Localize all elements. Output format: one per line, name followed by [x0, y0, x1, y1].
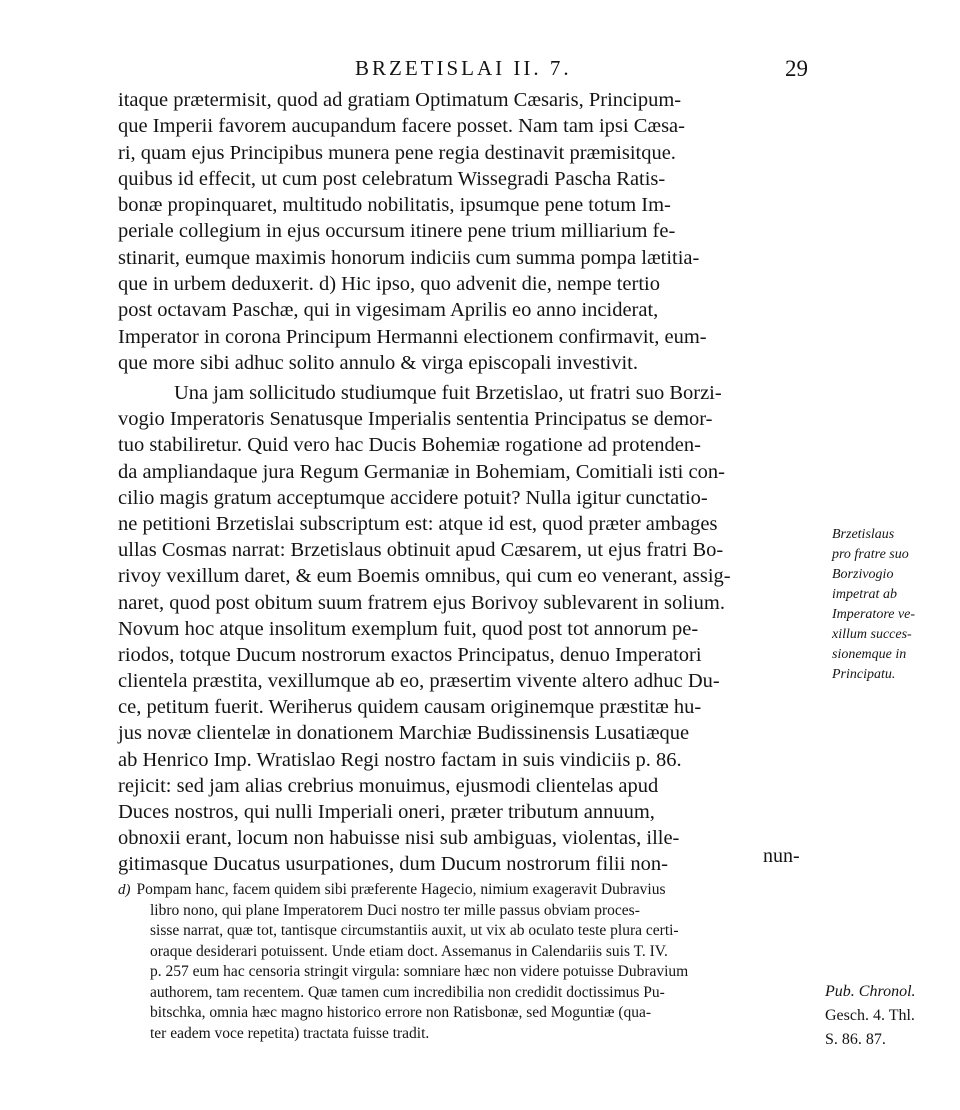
catchword: nun-	[763, 845, 800, 867]
text-line: Una jam sollicitudo studiumque fuit Brzetislao, ut fratri suo Borzi-	[174, 382, 722, 404]
footnote-line: oraque desiderari potuissent. Unde etiam doct. Assemanus in Calendariis suis T. IV.	[150, 942, 668, 960]
footnote-line: libro nono, qui plane Imperatorem Duci nostro ter mille passus obviam proces-	[150, 901, 640, 919]
footnote-line: sisse narrat, quæ tot, tantisque circumstantiis auxit, ut vix ab oculato teste plura certi-	[150, 922, 679, 939]
paragraph-2	[118, 380, 818, 878]
text-line: naret, quod post obitum suum fratrem ejus Borivoy sublevarent in solium.	[118, 591, 725, 614]
paragraph-1	[118, 87, 818, 376]
margin-source-line: S. 86. 87.	[825, 1031, 886, 1048]
text-line: que Imperii favorem aucupandum facere posset. Nam tam ipsi Cæsa-	[118, 115, 685, 138]
footnote-d	[118, 880, 818, 1044]
text-line: quibus id effecit, ut cum post celebratum Wissegradi Pascha Ratis-	[118, 167, 666, 190]
text-line: gitimasque Ducatus usurpationes, dum Ducum nostrorum filii non-	[118, 853, 669, 876]
footnote-line: ter eadem voce repetita) tractata fuisse tradit.	[150, 1024, 430, 1042]
margin-note-line: pro fratre suo	[832, 547, 909, 562]
margin-source-reference	[825, 980, 955, 1052]
text-line: vogio Imperatoris Senatusque Imperialis sententia Principatus se demor-	[118, 408, 713, 431]
page-number: 29	[785, 56, 808, 81]
margin-note-line: xillum succes-	[832, 627, 912, 642]
text-line: periale collegium in ejus occursum itinere pene trium milliarium fe-	[118, 220, 676, 243]
text-line: jus novæ clientelæ in donationem Marchiæ Budissinensis Lusatiæque	[118, 722, 690, 745]
margin-note-line: Principatu.	[832, 667, 896, 682]
margin-note-line: sionemque in	[832, 647, 907, 662]
text-line: ne petitioni Brzetislai subscriptum est: atque id est, quod præter ambages	[118, 512, 718, 535]
text-line: bonæ propinquaret, multitudo nobilitatis, ipsumque pene totum Im-	[118, 194, 671, 217]
text-line: ab Henrico Imp. Wratislao Regi nostro factam in suis vindiciis p. 86.	[118, 748, 682, 771]
running-title: BRZETISLAI II. 7.	[355, 56, 572, 80]
text-line: Novum hoc atque insolitum exemplum fuit, quod post tot annorum pe-	[118, 617, 699, 640]
footnote-line	[118, 880, 818, 901]
text-line: rejicit: sed jam alias crebrius monuimus, ejusmodi clientelas apud	[118, 774, 659, 797]
margin-note-line: Borzivogio	[832, 567, 894, 582]
text-line: post octavam Paschæ, qui in vigesimam Aprilis eo anno inciderat,	[118, 299, 659, 322]
footnote-mark: d)	[118, 882, 131, 898]
text-line: riodos, totque Ducum nostrorum exactos Principatus, denuo Imperatori	[118, 643, 702, 666]
text-line: rivoy vexillum daret, & eum Boemis omnibus, qui cum eo venerant, assig-	[118, 565, 731, 588]
text-line: cilio magis gratum acceptumque accidere potuit? Nulla igitur cunctatio-	[118, 486, 708, 509]
text-line: que in urbem deduxerit. d) Hic ipso, quo advenit die, nempe tertio	[118, 273, 660, 296]
text-line: ce, petitum fuerit. Weriherus quidem causam originemque præstitæ hu-	[118, 696, 702, 719]
margin-source-line: Gesch. 4. Thl.	[825, 1007, 915, 1024]
text-line: que more sibi adhuc solito annulo & virga episcopali investivit.	[118, 351, 639, 374]
text-line: Duces nostros, qui nulli Imperiali oneri, præter tributum annuum,	[118, 801, 655, 823]
margin-note-line: impetrat ab	[832, 587, 897, 602]
margin-source-line: Pub. Chronol.	[825, 983, 916, 1000]
footnote-text: Pompam hanc, facem quidem sibi præferente Hagecio, nimium exageravit Dubravius	[136, 881, 666, 898]
footnote-line: bitschka, omnia hæc magno historico errore non Ratisbonæ, sed Moguntiæ (qua-	[150, 1004, 652, 1021]
margin-note	[832, 525, 952, 685]
text-line: stinarit, eumque maximis honorum indiciis cum summa pompa lætitia-	[118, 246, 700, 269]
margin-note-line: Brzetislaus	[832, 527, 895, 542]
text-line: obnoxii erant, locum non habuisse nisi sub ambiguas, violentas, ille-	[118, 827, 680, 850]
footnote-line: p. 257 eum hac censoria stringit virgula: somniare hæc non videre potuisse Dubravium	[150, 963, 689, 980]
text-line: itaque prætermisit, quod ad gratiam Optimatum Cæsaris, Principum-	[118, 89, 682, 111]
text-line: clientela præstita, vexillumque ab eo, præsertim vivente altero adhuc Du-	[118, 670, 720, 693]
text-line: ullas Cosmas narrat: Brzetislaus obtinuit apud Cæsarem, ut ejus fratri Bo-	[118, 539, 724, 562]
text-line: ri, quam ejus Principibus munera pene regia destinavit præmisitque.	[118, 141, 676, 164]
margin-note-line: Imperatore ve-	[832, 607, 916, 622]
text-line: tuo stabiliretur. Quid vero hac Ducis Bohemiæ rogatione ad protenden-	[118, 434, 701, 457]
text-line: da ampliandaque jura Regum Germaniæ in Bohemiam, Comitiali isti con-	[118, 460, 725, 483]
text-line: Imperator in corona Principum Hermanni electionem confirmavit, eum-	[118, 325, 707, 348]
footnote-line: authorem, tam recentem. Quæ tamen cum incredibilia non credidit doctissimus Pu-	[150, 983, 665, 1001]
